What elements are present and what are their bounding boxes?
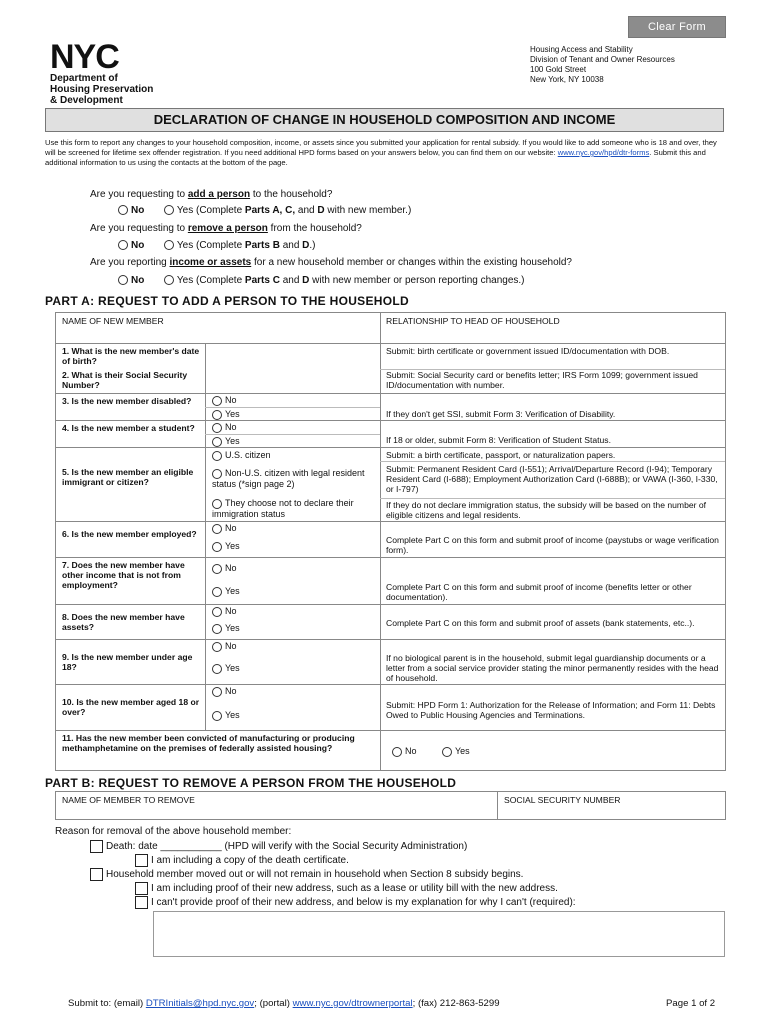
no-label: No xyxy=(225,641,237,651)
q10-yes[interactable] xyxy=(212,710,240,721)
radio-remove-no[interactable] xyxy=(118,240,128,250)
q-text: Are you requesting to xyxy=(90,223,188,234)
death-option[interactable] xyxy=(90,840,467,853)
q5-option-label: Non-U.S. citizen with legal resident status (*sign page 2) xyxy=(212,468,365,489)
yes-text: and xyxy=(279,240,303,251)
answer-income xyxy=(118,275,525,287)
yes-label: Yes xyxy=(225,541,240,551)
yes-parts: Parts A, C, xyxy=(244,205,296,216)
q10-label: 10. Is the new member aged 18 or over? xyxy=(62,697,200,717)
q7-no[interactable] xyxy=(212,563,237,574)
yes-text: with new member.) xyxy=(324,205,412,216)
q9-no[interactable] xyxy=(212,641,237,652)
answer-add xyxy=(118,205,411,217)
radio-icon[interactable] xyxy=(212,396,222,406)
no-label: No xyxy=(225,563,237,573)
q7-label: 7. Does the new member have other income that is not from employment? xyxy=(62,560,185,590)
q10-note: Submit: HPD Form 1: Authorization for the Release of Information; and Form 11: Debts Owed to Public Housing Agencies and Terminations. xyxy=(386,700,716,720)
ssn-input[interactable] xyxy=(208,370,376,390)
q-key: income or assets xyxy=(169,257,252,268)
q6-no[interactable] xyxy=(212,523,237,534)
yes-label: Yes xyxy=(455,746,470,756)
q5-label: 5. Is the new member an eligible immigrant or citizen? xyxy=(62,467,194,487)
q1-note: Submit: birth certificate or government issued ID/documentation with DOB. xyxy=(386,346,670,356)
yes-label: Yes (Complete xyxy=(176,240,245,251)
radio-income-no[interactable] xyxy=(118,275,128,285)
q7-note: Complete Part C on this form and submit proof of income (benefits letter or other documentation). xyxy=(386,582,692,602)
intro-text xyxy=(45,138,725,168)
q3-no[interactable] xyxy=(212,395,237,406)
page-number: Page 1 of 2 xyxy=(666,998,716,1009)
radio-icon[interactable] xyxy=(212,687,222,697)
q8-yes[interactable] xyxy=(212,623,240,634)
department-name: Department of Housing Preservation & Development xyxy=(50,73,154,106)
footer-text: Submit to: (email) xyxy=(68,998,146,1009)
q-key: remove a person xyxy=(187,223,268,234)
question-income xyxy=(90,257,572,269)
ssn-label: SOCIAL SECURITY NUMBER xyxy=(504,795,621,805)
radio-icon[interactable] xyxy=(212,423,222,433)
q3-note: If they don't get SSI, submit Form 3: Verification of Disability. xyxy=(386,409,616,419)
radio-icon[interactable] xyxy=(212,711,222,721)
radio-icon[interactable] xyxy=(212,607,222,617)
intro-text-part: Use this form to report any changes to your household composition, income, or assets since you submitted your application for rental subsidy. If you would like to add someone who is 18 and over, they will be screened for lifetime sex offender registration. If you need additional HPD forms based on your answers below, you can find them on our website: xyxy=(45,138,717,157)
relationship-input[interactable] xyxy=(386,326,720,340)
no-label: No xyxy=(131,240,145,251)
radio-icon[interactable] xyxy=(212,664,222,674)
q-text: to the household? xyxy=(250,189,333,200)
radio-add-no[interactable] xyxy=(118,205,128,215)
forms-link[interactable]: www.nyc.gov/hpd/dtr-forms xyxy=(557,148,650,157)
q5-us-citizen[interactable] xyxy=(212,450,377,461)
yes-parts: Parts C xyxy=(244,275,280,286)
no-label: No xyxy=(405,746,417,756)
q2-note: Submit: Social Security card or benefits letter; IRS Form 1099; government issued ID/documentation with number. xyxy=(386,370,698,390)
radio-icon[interactable] xyxy=(392,747,402,757)
radio-icon[interactable] xyxy=(212,564,222,574)
nyc-logo: NYC xyxy=(50,38,119,76)
part-a-heading: PART A: REQUEST TO ADD A PERSON TO THE HOUSEHOLD xyxy=(45,294,409,308)
yes-text: and xyxy=(295,205,318,216)
no-label: No xyxy=(225,686,237,696)
no-label: No xyxy=(225,523,237,533)
part-b-heading: PART B: REQUEST TO REMOVE A PERSON FROM THE HOUSEHOLD xyxy=(45,776,457,790)
q4-no[interactable] xyxy=(212,422,237,433)
q-text: Are you reporting xyxy=(90,257,170,268)
remove-ssn-input[interactable] xyxy=(504,805,720,817)
q6-label: 6. Is the new member employed? xyxy=(62,529,197,539)
q10-no[interactable] xyxy=(212,686,237,697)
radio-add-yes[interactable] xyxy=(164,205,174,215)
radio-icon[interactable] xyxy=(212,451,222,461)
q4-label: 4. Is the new member a student? xyxy=(62,423,195,433)
death-copy-label: I am including a copy of the death certificate. xyxy=(151,855,349,867)
q3-label: 3. Is the new member disabled? xyxy=(62,396,192,406)
address-line: Division of Tenant and Owner Resources xyxy=(530,55,675,64)
question-remove xyxy=(90,223,362,235)
q5-not-declare[interactable] xyxy=(212,498,377,520)
no-label: No xyxy=(131,205,145,216)
proof-option[interactable] xyxy=(135,882,558,895)
q6-yes[interactable] xyxy=(212,541,240,552)
q-text: for a new household member or changes within the existing household? xyxy=(251,257,572,268)
radio-icon[interactable] xyxy=(212,469,222,479)
no-label: No xyxy=(131,275,145,286)
no-label: No xyxy=(225,422,237,432)
radio-icon[interactable] xyxy=(212,642,222,652)
q3-yes[interactable] xyxy=(212,409,240,420)
no-proof-label: I can't provide proof of their new address, and below is my explanation for why I can't (required): xyxy=(151,897,576,909)
q-text: Are you requesting to xyxy=(90,189,188,200)
radio-icon[interactable] xyxy=(212,587,222,597)
moved-option[interactable] xyxy=(90,868,523,881)
yes-label: Yes xyxy=(225,623,240,633)
footer-text: ; (portal) xyxy=(254,998,293,1009)
no-label: No xyxy=(225,606,237,616)
death-copy-option[interactable] xyxy=(135,854,349,867)
yes-label: Yes (Complete xyxy=(176,275,245,286)
radio-icon[interactable] xyxy=(212,524,222,534)
answer-remove xyxy=(118,240,316,252)
q5-note-1: Submit: a birth certificate, passport, or naturalization papers. xyxy=(386,450,616,460)
yes-parts: D xyxy=(302,240,310,251)
address-line: Housing Access and Stability xyxy=(530,45,633,54)
radio-icon[interactable] xyxy=(212,542,222,552)
radio-icon[interactable] xyxy=(442,747,452,757)
q11-label: 11. Has the new member been convicted of manufacturing or producing methamphetamine on the premises of federally assisted housing? xyxy=(62,733,355,753)
remove-name-label: NAME OF MEMBER TO REMOVE xyxy=(62,795,195,805)
office-address xyxy=(530,45,675,85)
death-copy-checkbox[interactable] xyxy=(135,854,148,867)
dob-input[interactable] xyxy=(208,346,376,366)
death-checkbox[interactable] xyxy=(90,840,103,853)
address-line: New York, NY 10038 xyxy=(530,75,604,84)
q6-note: Complete Part C on this form and submit proof of income (paystubs or wage verification form). xyxy=(386,535,719,555)
proof-label: I am including proof of their new address, such as a lease or utility bill with the new address. xyxy=(151,883,558,895)
radio-icon[interactable] xyxy=(212,624,222,634)
yes-label: Yes xyxy=(225,409,240,419)
yes-parts: D xyxy=(302,275,310,286)
new-member-name-label: NAME OF NEW MEMBER xyxy=(62,316,164,326)
page-title: DECLARATION OF CHANGE IN HOUSEHOLD COMPOSITION AND INCOME xyxy=(45,108,724,132)
radio-icon[interactable] xyxy=(212,437,222,447)
q8-no[interactable] xyxy=(212,606,237,617)
new-member-name-input[interactable] xyxy=(62,326,374,340)
removal-reason-label: Reason for removal of the above household member: xyxy=(55,826,292,837)
radio-icon[interactable] xyxy=(212,410,222,420)
q-text: from the household? xyxy=(267,223,362,234)
portal-link[interactable]: www.nyc.gov/dtrownerportal xyxy=(292,998,413,1009)
q2-label: 2. What is their Social Security Number? xyxy=(62,370,188,390)
yes-label: Yes xyxy=(225,663,240,673)
death-label: Death: date ___________ (HPD will verify with the Social Security Administration) xyxy=(106,841,468,853)
yes-text: .) xyxy=(309,240,316,251)
intro-text-part: . Submit this and additional information to us using the contacts at the bottom of the page. xyxy=(45,148,706,167)
q9-note: If no biological parent is in the household, submit legal guardianship documents or a letter from a social service provider stating the minor permanently resides with the head of household. xyxy=(386,653,719,683)
moved-checkbox[interactable] xyxy=(90,868,103,881)
relationship-label: RELATIONSHIP TO HEAD OF HOUSEHOLD xyxy=(386,316,560,326)
yes-label: Yes (Complete xyxy=(176,205,245,216)
q9-label: 9. Is the new member under age 18? xyxy=(62,652,193,672)
q5-option-label: They choose not to declare their immigration status xyxy=(212,498,354,519)
footer-text: ; (fax) 212-863-5299 xyxy=(412,998,500,1009)
q7-yes[interactable] xyxy=(212,586,240,597)
yes-label: Yes xyxy=(225,586,240,596)
yes-label: Yes xyxy=(225,710,240,720)
radio-remove-yes[interactable] xyxy=(164,240,174,250)
q11-yes[interactable] xyxy=(442,746,470,757)
q9-yes[interactable] xyxy=(212,663,240,674)
yes-text: and xyxy=(279,275,303,286)
radio-icon[interactable] xyxy=(212,499,222,509)
q1-label: 1. What is the new member's date of birth? xyxy=(62,346,200,366)
yes-parts: Parts B xyxy=(244,240,280,251)
remove-name-input[interactable] xyxy=(62,805,492,817)
address-line: 100 Gold Street xyxy=(530,65,587,74)
moved-label: Household member moved out or will not remain in household when Section 8 subsidy begins. xyxy=(106,869,524,881)
explanation-textarea[interactable] xyxy=(153,911,725,957)
q-key: add a person xyxy=(187,189,251,200)
question-add xyxy=(90,189,332,201)
q4-note: If 18 or older, submit Form 8: Verification of Student Status. xyxy=(386,435,611,445)
q8-label: 8. Does the new member have assets? xyxy=(62,612,185,632)
proof-checkbox[interactable] xyxy=(135,882,148,895)
q8-note: Complete Part C on this form and submit proof of assets (bank statements, etc..). xyxy=(386,618,695,628)
submit-footer xyxy=(68,998,500,1009)
no-label: No xyxy=(225,395,237,405)
no-proof-option[interactable] xyxy=(135,896,576,909)
q11-no[interactable] xyxy=(392,746,417,757)
yes-label: Yes xyxy=(225,436,240,446)
q5-note-3: If they do not declare immigration status, the subsidy will be based on the number of eligible citizens and legal residents. xyxy=(386,500,707,520)
q5-non-citizen[interactable] xyxy=(212,468,377,490)
clear-form-button[interactable]: Clear Form xyxy=(628,16,726,38)
yes-parts: D xyxy=(317,205,325,216)
q5-note-2: Submit: Permanent Resident Card (I-551); Arrival/Departure Record (I-94); Temporary Resident Card (I-688); Employment Authorization Card (I-688B); or VAWA (I-360, I-330, or I-797) xyxy=(386,464,718,494)
radio-income-yes[interactable] xyxy=(164,275,174,285)
email-link[interactable]: DTRInitials@hpd.nyc.gov xyxy=(145,998,255,1009)
q5-option-label: U.S. citizen xyxy=(225,450,271,460)
no-proof-checkbox[interactable] xyxy=(135,896,148,909)
q4-yes[interactable] xyxy=(212,436,240,447)
yes-text: with new member or person reporting changes.) xyxy=(309,275,525,286)
